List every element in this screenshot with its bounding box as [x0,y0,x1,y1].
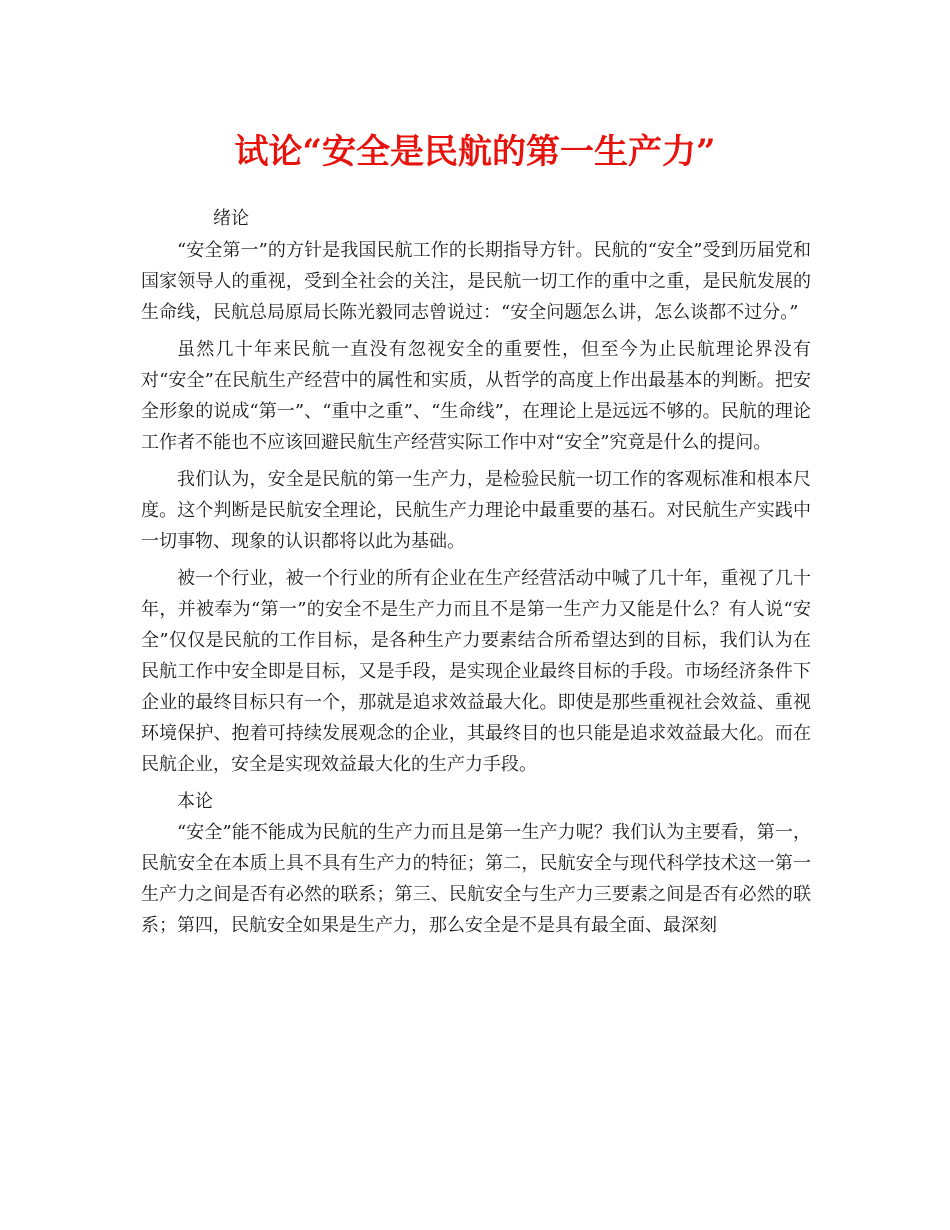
section-heading-main: 本论 [177,791,213,812]
paragraph: “安全”能不能成为民航的生产力而且是第一生产力呢？我们认为主要看，第一，民航安全在本质上具不具有生产力的特征；第二，民航安全与现代科学技术这一第一生产力之间是否有必然的联系；第三、民航安全与生产力三要素之间是否有必然的联系；第四，民航安全如果是生产力，那么安全是不是具有最全面、最深刻 [141,822,811,936]
document-body [141,203,811,947]
paragraph: 虽然几十年来民航一直没有忽视安全的重要性，但至今为止民航理论界没有对“安全”在民航生产经营中的属性和实质，从哲学的高度上作出最基本的判断。把安全形象的说成“第一”、“重中之重”、“生命线”，在理论上是远远不够的。民航的理论工作者不能也不应该回避民航生产经营实际工作中对“安全”究竟是什么的提问。 [141,339,811,453]
document-title: 试论“安全是民航的第一生产力” [234,132,716,172]
paragraph: 被一个行业，被一个行业的所有企业在生产经营活动中喊了几十年，重视了几十年，并被奉为“第一”的安全不是生产力而且不是第一生产力又能是什么？有人说“安全”仅仅是民航的工作目标，是各种生产力要素结合所希望达到的目标，我们认为在民航工作中安全即是目标，又是手段，是实现企业最终目标的手段。市场经济条件下企业的最终目标只有一个，那就是追求效益最大化。即使是那些重视社会效益、重视环境保护、抱着可持续发展观念的企业，其最终目的也只能是追求效益最大化。而在民航企业，安全是实现效益最大化的生产力手段。 [141,568,811,775]
paragraph: 我们认为，安全是民航的第一生产力，是检验民航一切工作的客观标准和根本尺度。这个判断是民航安全理论，民航生产力理论中最重要的基石。对民航生产实践中一切事物、现象的认识都将以此为基础。 [141,469,811,552]
paragraph: “安全第一”的方针是我国民航工作的长期指导方针。民航的“安全”受到历届党和国家领导人的重视，受到全社会的关注，是民航一切工作的重中之重，是民航发展的生命线，民航总局原局长陈光毅同志曾说过：“安全问题怎么讲，怎么谈都不过分。” [141,240,811,323]
section-heading-intro: 绪论 [213,208,249,229]
